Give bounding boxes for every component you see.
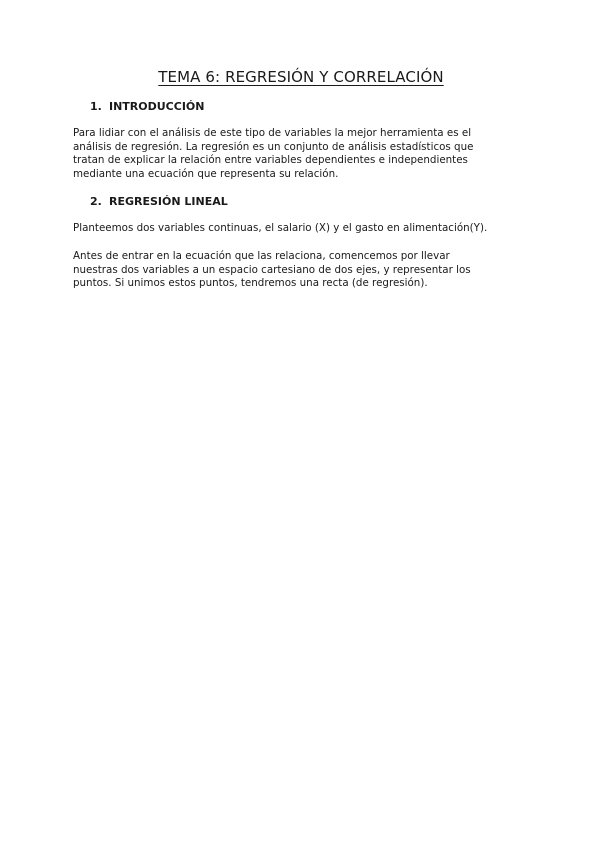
text-line: Antes de entrar en la ecuación que las relaciona, comencemos por llevar	[73, 249, 450, 262]
section-heading-regresion-lineal	[90, 195, 529, 208]
section-number: 1.	[90, 100, 102, 113]
section-heading-introduccion	[90, 100, 529, 113]
paragraph-variables	[73, 222, 529, 236]
text-line: tratan de explicar la relación entre variables dependientes e independientes	[73, 154, 468, 167]
text-line: puntos. Si unimos estos puntos, tendremos una recta (de regresión).	[73, 277, 428, 290]
paragraph-cartesiano	[73, 250, 529, 291]
section-title: REGRESIÓN LINEAL	[109, 195, 228, 209]
section-number: 2.	[90, 195, 102, 209]
paragraph-introduccion	[73, 127, 529, 181]
section-title: INTRODUCCIÓN	[109, 100, 205, 113]
text-line: Planteemos dos variables continuas, el salario (X) y el gasto en alimentación(Y).	[73, 222, 488, 235]
page-title: TEMA 6: REGRESIÓN Y CORRELACIÓN	[158, 68, 444, 86]
document-page	[73, 68, 529, 305]
text-line: Para lidiar con el análisis de este tipo de variables la mejor herramienta es el	[73, 127, 472, 139]
text-line: análisis de regresión. La regresión es un conjunto de análisis estadísticos que	[73, 140, 474, 153]
text-line: mediante una ecuación que representa su relación.	[73, 167, 339, 180]
text-line: nuestras dos variables a un espacio cartesiano de dos ejes, y representar los	[73, 263, 471, 276]
